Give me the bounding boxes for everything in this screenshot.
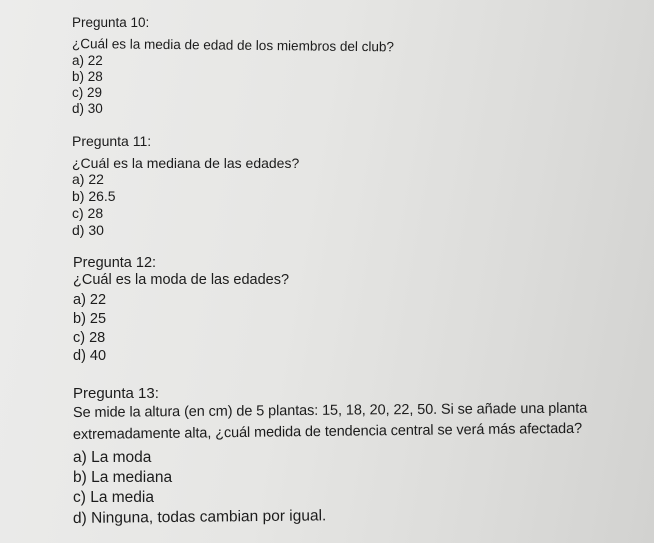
question-prompt: ¿Cuál es la moda de las edades? — [73, 272, 290, 288]
option-c: c) 29 — [72, 85, 103, 100]
question-prompt-line-1: Se mide la altura (en cm) de 5 plantas: 15, 18, 20, 22, 50. Si se añade una planta — [72, 400, 588, 421]
question-heading: Pregunta 10: — [72, 15, 150, 30]
question-heading: Pregunta 13: — [73, 385, 159, 402]
option-b: b) La mediana — [73, 469, 173, 486]
option-c: c) 28 — [73, 330, 106, 346]
option-c: c) La media — [73, 489, 154, 506]
question-prompt-line-2: extremadamente alta, ¿cuál medida de tendencia central se verá más afectada? — [72, 420, 583, 443]
option-c: c) 28 — [72, 205, 104, 221]
option-d: d) Ninguna, todas cambian por igual. — [72, 507, 327, 527]
option-b: b) 28 — [72, 69, 103, 84]
option-b: b) 26.5 — [72, 188, 116, 204]
option-a: a) 22 — [73, 292, 107, 308]
question-heading: Pregunta 12: — [73, 255, 157, 271]
option-b: b) 25 — [73, 311, 107, 327]
option-a: a) 22 — [72, 171, 104, 187]
option-d: d) 40 — [73, 348, 107, 364]
question-heading: Pregunta 11: — [72, 133, 152, 149]
question-prompt: ¿Cuál es la mediana de las edades? — [72, 155, 300, 171]
option-a: a) 22 — [72, 53, 103, 68]
option-d: d) 30 — [72, 101, 103, 116]
option-a: a) La moda — [73, 449, 152, 466]
question-prompt: ¿Cuál es la media de edad de los miembros del club? — [71, 36, 395, 55]
option-d: d) 30 — [72, 222, 104, 238]
